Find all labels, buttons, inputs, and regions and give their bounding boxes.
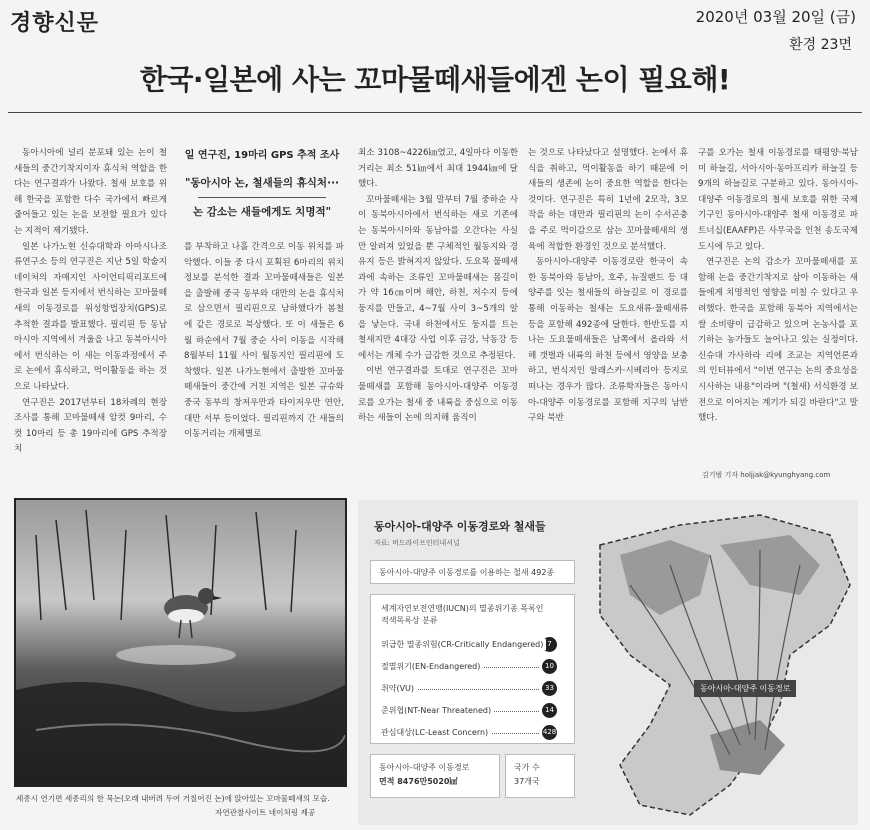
map-label: 동아시아-대양주 이동경로 [694, 680, 796, 697]
pull-quote [178, 146, 346, 220]
area-box [370, 754, 500, 798]
photo-credit: 자연관찰사이트 네이처링 제공 [215, 808, 316, 817]
paragraph: 연구진은 논의 감소가 꼬마물떼새를 포함해 논을 중간기착지로 삼아 이동하는 새들에게 치명적인 영향을 미칠 수 있다고 우려했다. 한국을 포함해 동북아 지역에서는 쌀 소비량이 급감하고 있으며 논농사를 포기하는 농가들도 늘어나고 있는 실정이다. 신슈대 가사하라 리에 조교는 지역언론과의 인터뷰에서 "이번 연구는 논의 중요성을 시사하는 내용"이라며 "(철새) 서식환경 보전으로 이어지는 계기가 되길 바란다"고 말했다. [698, 257, 858, 424]
paragraph: 꼬마물떼새는 3월 말부터 7월 중하순 사이 동북아시아에서 번식하는 새로 기존에는 동북아시아와 동남아를 오간다는 사실만 알려져 있었을 뿐 구체적인 월동지와 경유지 등은 밝혀지지 않았다. 도요목 물떼새과에 속하는 조류인 꼬마물떼새는 몸길이가 약 16㎝이며 해안, 하천, 저수지 등에 둥지를 만들고, 4~7월 사이 3~5개의 알을 낳는다. 국내 하천에서도 둥지를 트는 철새지만 4대강 사업 이후 금강, 낙동강 등에서는 개체 수가 급감한 것으로 추정된다. [358, 194, 518, 361]
iucn-label: 관심대상(LC-Least Concern) [381, 727, 491, 738]
article-column-2 [184, 240, 344, 443]
paragraph: 는 것으로 나타났다고 설명했다. 논에서 휴식을 취하고, 먹이활동을 하기 때문에 이 새들의 생존에 논이 중요한 역할을 한다는 것이다. 연구진은 특히 1년에 2모작, 3모작을 하는 대만과 필리핀의 논이 수서곤충을 주로 먹이감으로 삼는 꼬마물떼새의 생육에 적합한 환경인 것으로 분석했다. [528, 148, 688, 252]
bird-photo [14, 498, 347, 787]
migration-map [560, 505, 858, 823]
country-label: 국가 수 [514, 763, 540, 772]
pull-quote-kicker: 일 연구진, 19마리 GPS 추적 조사 [184, 150, 340, 161]
area-label: 동아시아-대양주 이동경로 [379, 763, 470, 772]
iucn-count: 14 [542, 703, 557, 718]
area-value: 면적 8476만5020㎢ [379, 777, 458, 786]
article-column-4 [528, 146, 688, 427]
country-value: 37개국 [514, 777, 540, 786]
section-page: 환경 23면 [789, 37, 852, 53]
iucn-label: 위급한 멸종위험(CR-Critically Endangered) [381, 639, 546, 650]
country-box [505, 754, 575, 798]
headline-rule [8, 112, 862, 113]
paragraph: 를 부착하고 나흘 간격으로 이동 위치를 파악했다. 이들 중 다시 포획된 6마리의 위치정보를 분석한 결과 꼬마물떼새들은 일본을 출발해 중국 동부와 대만의 논을 휴식처로 삼으면서 필리핀으로 남하했다가 봄철에 같은 경로로 북상했다. 또 이 새들은 6월 하순에서 7월 중순 사이 이동을 시작해 8월부터 11월 사이 월동지인 필리핀에 도착했다. 일본 나가노현에서 출발한 꼬마물떼새들이 중간에 거친 지역은 일본 규슈와 중국 동부의 창저우만과 타이저우만 연안, 대만 서부 등이었다. 필리핀까지 간 새들의 이동거리는 개체별로 [184, 242, 344, 440]
iucn-label: 취약(VU) [381, 683, 417, 694]
photo-caption: 세종시 연기면 세종리의 한 묵논(오래 내버려 두어 거칠어진 논)에 앉아있는 꼬마물떼새의 모습. [16, 794, 330, 803]
species-count-box [370, 560, 575, 584]
paragraph: 동아시아-대양주 이동경로란 한국이 속한 동북아와 동남아, 호주, 뉴질랜드 등 대양주를 잇는 철새들의 하늘길로 이 경로를 통해 이동하는 철새는 도요새류·물떼새류 등을 포함해 492종에 달한다. 한반도를 지나는 도요물떼새들은 남쪽에서 올라와 서해 갯벌과 내륙의 하천 등에서 영양을 보충하고, 번식지인 알래스카·시베리아 등지로 떠나는 경우가 많다. 조류학자들은 동아시아-대양주 이동경로를 포함해 지구의 남반구와 북반 [528, 257, 688, 424]
paragraph: 동아시아에 널리 분포돼 있는 논이 철새들의 중간기착지이자 휴식처 역할을 한다는 연구결과가 나왔다. 철새 보호를 위해 한국을 포함한 다수 국가에서 빠르게 줄어들고 있는 논을 보전할 필요가 있다는 지적이 제기됐다. [14, 148, 167, 236]
iucn-count: 428 [542, 725, 557, 740]
infographic-source: 자료: 버드라이프인터내셔널 [374, 539, 460, 547]
iucn-label: 절멸위기(EN-Endangered) [381, 661, 483, 672]
article-column-3 [358, 146, 518, 427]
iucn-label: 준위협(NT-Near Threatened) [381, 705, 494, 716]
paragraph: 최소 3108~4226㎞였고, 4일마다 이동한 거리는 최소 51㎞에서 최대 1944㎞에 달했다. [358, 148, 518, 190]
masthead: 경향신문 [10, 11, 100, 36]
paragraph: 이번 연구결과를 토대로 연구진은 꼬마물떼새를 포함해 동아시아-대양주 이동경로를 오가는 철새 중 내륙을 중심으로 이동하는 새들이 논에 의지해 움직이 [358, 366, 518, 424]
iucn-count: 10 [542, 659, 557, 674]
publication-date: 2020년 03월 20일 (금) [695, 8, 856, 26]
iucn-title-2: 적색목록상 분류 [381, 616, 438, 625]
bird-photo-image [16, 500, 345, 785]
iucn-title-1: 세계자연보전연맹(IUCN)의 멸종위기종 목록인 [381, 604, 544, 613]
paragraph: 일본 나가노현 신슈대학과 아마시나조류연구소 등의 연구진은 지난 5일 학술지 네이처의 자매지인 사이언티픽리포트에 한국과 일본 등지에서 번식하는 꼬마물떼새의 이동경로를 위성항법장치(GPS)로 추적한 결과를 발표했다. 필리핀 등 동남아시아 지역에서 겨울을 나고 동북아시아에서 번식하는 이 새는 이동과정에서 주로 논에서 휴식하고, 먹이활동을 하는 것으로 나타났다. [14, 241, 167, 392]
iucn-count: 33 [542, 681, 557, 696]
iucn-box [370, 594, 575, 744]
pull-quote-line-2: 논 감소는 새들에게도 치명적" [192, 206, 332, 218]
pull-quote-divider [198, 197, 326, 198]
article-column-5 [698, 146, 858, 427]
paragraph: 구를 오가는 철새 이동경로를 태평양·북남미 하늘길, 서아시아·동아프리카 하늘길 등 9개의 하늘길로 구분하고 있다. 동아시아-대양주 이동경로의 철새 보호를 위한 국제기구인 동아시아-대양주 철새 이동경로 파트너십(EAAFP)은 사무국을 인천 송도국제도시에 두고 있다. [698, 148, 858, 252]
byline: 김기범 기자 holjjak@kyunghyang.com [702, 471, 831, 479]
headline: 한국·일본에 사는 꼬마물떼새들에겐 논이 필요해! [139, 63, 731, 96]
pull-quote-line-1: "동아시아 논, 철새들의 휴식처··· [184, 177, 340, 189]
infographic-title: 동아시아-대양주 이동경로와 철새들 [374, 520, 546, 533]
species-count-text: 동아시아-대양주 이동경로를 이용하는 철새 492종 [379, 568, 555, 577]
paragraph: 연구진은 2017년부터 18차례의 현장조사를 통해 꼬마물떼새 암컷 9마리, 수컷 10마리 등 총 19마리에 GPS 추적장치 [14, 397, 167, 455]
iucn-count: 7 [542, 637, 557, 652]
article-column-1 [14, 146, 167, 458]
